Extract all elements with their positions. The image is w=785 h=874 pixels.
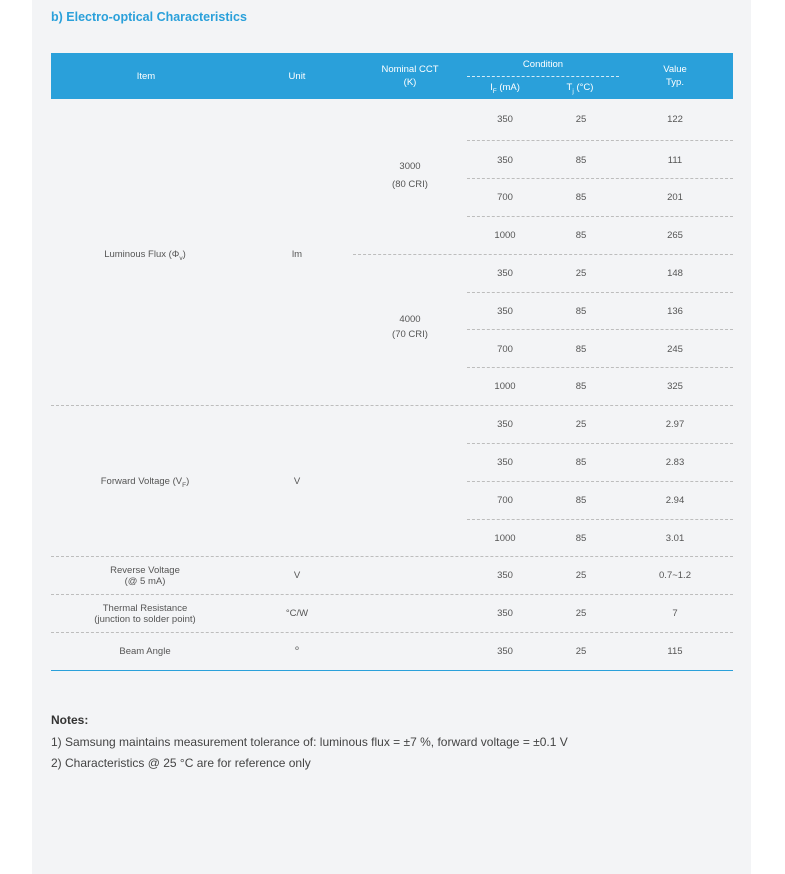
tj-cell: 85 — [575, 192, 587, 203]
unit-reverse-voltage: V — [293, 570, 301, 581]
header-condition-divider — [467, 76, 619, 77]
row-divider — [467, 329, 733, 330]
tj-cell: 25 — [575, 114, 587, 125]
tj-cell: 85 — [575, 344, 587, 355]
table-bottom-rule — [51, 670, 733, 671]
if-cell: 700 — [497, 344, 513, 355]
if-cell: 350 — [497, 419, 513, 430]
cct-3000: 3000 — [399, 161, 421, 172]
value-cell: 111 — [667, 155, 683, 166]
tj-cell: 85 — [575, 230, 587, 241]
unit-thermal-resistance: °C/W — [285, 608, 309, 619]
notes-heading: Notes: — [51, 713, 89, 727]
row-divider — [467, 292, 733, 293]
value-cell: 148 — [667, 268, 683, 279]
value-cell: 2.94 — [665, 495, 685, 506]
value-cell: 0.7~1.2 — [659, 570, 691, 581]
header-condition: Condition — [522, 59, 564, 70]
cri-80: (80 CRI) — [392, 179, 428, 190]
value-cell: 201 — [667, 192, 683, 203]
section-title: b) Electro-optical Characteristics — [51, 10, 247, 24]
header-cct-line2: (K) — [403, 77, 417, 88]
item-thermal-resistance-detail: (junction to solder point) — [94, 614, 196, 625]
tj-cell: 85 — [575, 306, 587, 317]
if-cell: 350 — [497, 155, 513, 166]
row-divider — [467, 178, 733, 179]
cct-4000: 4000 — [399, 314, 421, 325]
tj-cell: 85 — [575, 533, 587, 544]
value-cell: 122 — [667, 114, 683, 125]
tj-cell: 25 — [575, 646, 587, 657]
if-cell: 350 — [497, 268, 513, 279]
value-cell: 325 — [667, 381, 683, 392]
if-cell: 350 — [497, 570, 513, 581]
value-cell: 265 — [667, 230, 683, 241]
tj-cell: 25 — [575, 570, 587, 581]
value-cell: 136 — [667, 306, 683, 317]
if-cell: 700 — [497, 495, 513, 506]
row-divider — [467, 140, 733, 141]
header-if: $I_F$ (mA) — [490, 82, 520, 95]
if-cell: 350 — [497, 114, 513, 125]
item-thermal-resistance: Thermal Resistance — [102, 603, 188, 614]
header-cct-line1: Nominal CCT — [381, 64, 439, 75]
item-reverse-voltage-condition: (@ 5 mA) — [124, 576, 166, 587]
tj-cell: 85 — [575, 155, 587, 166]
item-reverse-voltage: Reverse Voltage — [110, 565, 180, 576]
group-divider — [51, 632, 733, 633]
header-item: Item — [136, 71, 156, 82]
row-divider — [467, 216, 733, 217]
header-unit: Unit — [288, 71, 306, 82]
if-cell: 350 — [497, 646, 513, 657]
item-beam-angle: Beam Angle — [119, 646, 171, 657]
value-cell: 3.01 — [665, 533, 685, 544]
if-cell: 1000 — [494, 381, 516, 392]
note-2: 2) Characteristics @ 25 °C are for reference only — [51, 756, 311, 770]
tj-cell: 85 — [575, 457, 587, 468]
tj-cell: 25 — [575, 268, 587, 279]
group-divider — [51, 594, 733, 595]
if-cell: 1000 — [494, 230, 516, 241]
value-cell: 2.83 — [665, 457, 685, 468]
group-divider — [51, 405, 733, 406]
unit-forward-voltage: V — [293, 476, 301, 487]
tj-cell: 85 — [575, 381, 587, 392]
cri-70: (70 CRI) — [392, 329, 428, 340]
unit-luminous-flux: lm — [291, 249, 303, 260]
value-cell: 245 — [667, 344, 683, 355]
cct-divider — [353, 254, 733, 255]
if-cell: 700 — [497, 192, 513, 203]
tj-cell: 85 — [575, 495, 587, 506]
unit-beam-angle: º — [295, 645, 299, 656]
tj-cell: 25 — [575, 608, 587, 619]
header-value-line1: Value — [663, 64, 687, 75]
if-cell: 350 — [497, 306, 513, 317]
if-cell: 1000 — [494, 533, 516, 544]
tj-cell: 25 — [575, 419, 587, 430]
row-divider — [467, 443, 733, 444]
item-forward-voltage: Forward Voltage $(V_F)$ — [100, 476, 190, 489]
value-cell: 7 — [672, 608, 678, 619]
row-divider — [467, 481, 733, 482]
item-luminous-flux: Luminous Flux $(\Phi_v)$ — [104, 249, 186, 262]
value-cell: 115 — [667, 646, 683, 657]
value-cell: 2.97 — [665, 419, 685, 430]
note-1: 1) Samsung maintains measurement tolerance of: luminous flux = ±7 %, forward voltage = ±0.1 V — [51, 735, 568, 749]
header-value-line2: Typ. — [666, 77, 684, 88]
header-tj: $T_j$ (°C) — [566, 82, 594, 95]
row-divider — [467, 519, 733, 520]
row-divider — [467, 367, 733, 368]
if-cell: 350 — [497, 608, 513, 619]
if-cell: 350 — [497, 457, 513, 468]
group-divider — [51, 556, 733, 557]
